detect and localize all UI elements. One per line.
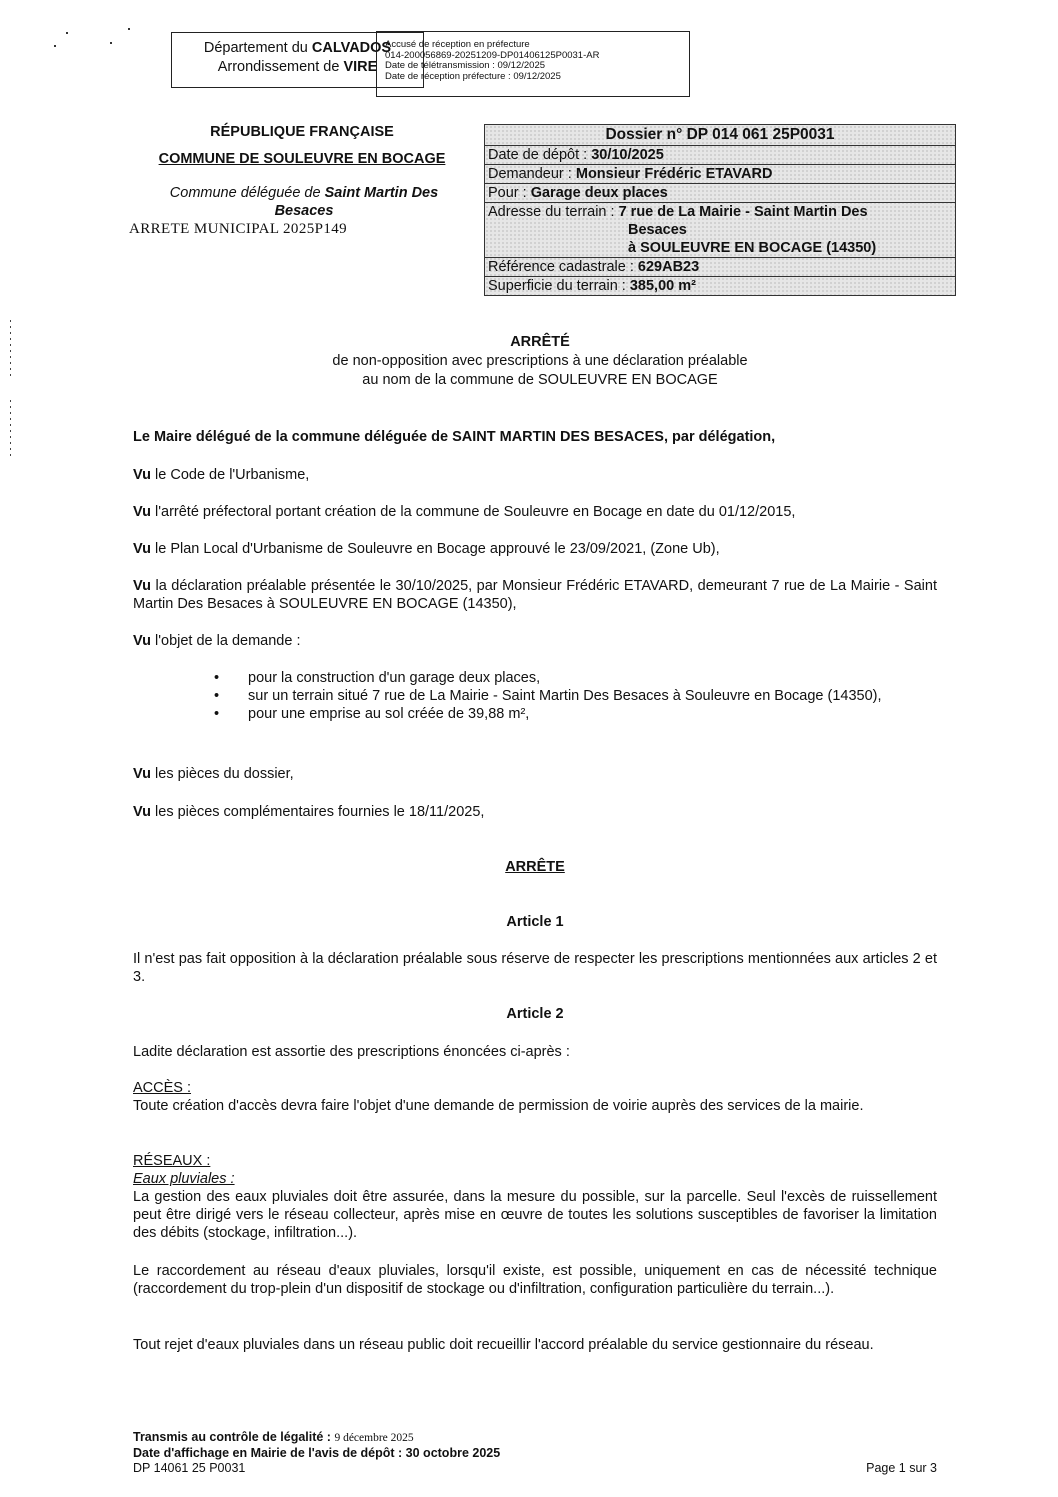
vu-pieces-complementaires: Vu les pièces complémentaires fournies le 18/11/2025,	[133, 804, 485, 820]
vu-pieces-dossier: Vu les pièces du dossier,	[133, 766, 294, 782]
stamp-line: Date de télétransmission : 09/12/2025	[385, 60, 546, 71]
article-2-intro: Ladite déclaration est assortie des prescriptions énoncées ci-après :	[133, 1044, 570, 1060]
arrete-number: ARRETE MUNICIPAL 2025P149	[129, 221, 348, 237]
dossier-row-date-depot: Date de dépôt : 30/10/2025	[485, 145, 955, 164]
dossier-row-pour: Pour : Garage deux places	[485, 183, 955, 202]
dossier-reference: DP 14061 25 P0031	[133, 1461, 246, 1475]
vu-objet-demande: Vu l'objet de la demande :	[133, 633, 301, 649]
scan-speck	[10, 400, 11, 460]
arrondissement-line: Arrondissement de VIRE	[217, 59, 378, 75]
eaux-pluviales-heading: Eaux pluviales :	[133, 1171, 235, 1187]
stamp-line: Date de réception préfecture : 09/12/2025	[385, 70, 561, 82]
scan-speck	[54, 45, 56, 47]
department-name: CALVADOS	[311, 40, 392, 56]
dossier-row-cadastre: Référence cadastrale : 629AB23	[485, 257, 955, 276]
article-1-title: Article 1	[506, 914, 564, 930]
list-item: • sur un terrain situé 7 rue de La Mairie - Saint Martin Des Besaces à Souleuvre en Bocage (14350),	[210, 687, 937, 705]
scan-speck	[66, 32, 68, 34]
page-number: Page 1 sur 3	[866, 1461, 937, 1475]
list-item: • pour une emprise au sol créée de 39,88 m²,	[210, 705, 937, 723]
dossier-row-superficie: Superficie du terrain : 385,00 m²	[485, 276, 955, 295]
vu-plu: Vu le Plan Local d'Urbanisme de Souleuvre en Bocage approuvé le 23/09/2021, (Zone Ub),	[133, 541, 720, 557]
acces-text: Toute création d'accès devra faire l'objet d'une demande de permission de voirie auprès des services de la mairie.	[133, 1098, 864, 1114]
arrondissement-name: VIRE	[343, 59, 378, 75]
page-footer	[133, 1430, 937, 1476]
arrete-subtitle-line: au nom de la commune de SOULEUVRE EN BOCAGE	[362, 372, 718, 388]
stamp-line: Accusé de réception en préfecture	[385, 39, 530, 50]
dossier-row-demandeur: Demandeur : Monsieur Frédéric ETAVARD	[485, 164, 955, 183]
republique-heading: RÉPUBLIQUE FRANÇAISE	[210, 124, 394, 140]
dossier-title: Dossier n° DP 014 061 25P0031	[605, 126, 835, 143]
affichage-line: Date d'affichage en Mairie de l'avis de dépôt : 30 octobre 2025	[133, 1446, 501, 1460]
scan-speck	[110, 42, 112, 44]
commune-heading: COMMUNE DE SOULEUVRE EN BOCAGE	[158, 151, 446, 167]
vu-arrete-prefectoral: Vu l'arrêté préfectoral portant création de la commune de Souleuvre en Bocage en date du 01/12/2015,	[133, 504, 796, 520]
vu-code-urbanisme: Vu le Code de l'Urbanisme,	[133, 467, 310, 483]
arrete-subtitle-line: de non-opposition avec prescriptions à une déclaration préalable	[332, 353, 748, 369]
prefecture-receipt-stamp	[376, 31, 690, 97]
maire-statement: Le Maire délégué de la commune déléguée de SAINT MARTIN DES BESACES, par délégation,	[133, 429, 776, 445]
arrete-title	[160, 333, 920, 390]
vu-declaration: Vu la déclaration préalable présentée le 30/10/2025, par Monsieur Frédéric ETAVARD, demeurant 7 rue de La Mairie - Saint Martin Des Besaces à SOULEUVRE EN BOCAGE (14350),	[133, 578, 937, 612]
department-line: Département du CALVADOS	[203, 40, 392, 56]
eaux-pluviales-text-2: Le raccordement au réseau d'eaux pluviales, lorsqu'il existe, est possible, uniquement en cas de nécessité technique (raccordement du trop-plein d'un dispositif de stockage ou d'infiltration, configuration particulière du terrain...).	[133, 1263, 937, 1297]
reseaux-section	[133, 1152, 937, 1242]
transmis-line: Transmis au contrôle de légalité : 9 décembre 2025	[133, 1430, 414, 1444]
eaux-pluviales-text-1: La gestion des eaux pluviales doit être assurée, dans la mesure du possible, sur la parcelle. Seul l'excès de ruissellement peut être dirigé vers le réseau collecteur, après mise en œuvre de toutes les solutions susceptibles de favoriser la limitation des débits (stockage, infiltration...).	[133, 1189, 937, 1241]
demande-list	[210, 669, 937, 723]
reseaux-heading: RÉSEAUX :	[133, 1153, 211, 1169]
acces-heading: ACCÈS :	[133, 1080, 192, 1096]
arrete-title-line: ARRÊTÉ	[510, 334, 570, 350]
acces-section	[133, 1079, 937, 1115]
eaux-pluviales-text-3: Tout rejet d'eaux pluviales dans un réseau public doit recueillir l'accord préalable du service gestionnaire du réseau.	[133, 1337, 874, 1353]
scan-speck	[10, 320, 11, 380]
article-2-title: Article 2	[506, 1006, 564, 1022]
arrete-heading: ARRÊTE	[505, 859, 565, 875]
dossier-table	[484, 124, 956, 296]
list-item: • pour la construction d'un garage deux places,	[210, 669, 937, 687]
scan-speck	[128, 28, 130, 30]
stamp-line: 014-200056869-20251209-DP01406125P0031-AR	[385, 49, 600, 61]
article-1-text: Il n'est pas fait opposition à la déclaration préalable sous réserve de respecter les prescriptions mentionnées aux articles 2 et 3.	[133, 951, 937, 985]
commune-deleguee: Commune déléguée de Saint Martin Des Besaces	[169, 185, 439, 219]
dossier-row-adresse: Adresse du terrain : 7 rue de La Mairie - Saint Martin Des Besaces à SOULEUVRE EN BOCAGE (14350)	[485, 202, 955, 257]
commune-header	[120, 124, 480, 238]
